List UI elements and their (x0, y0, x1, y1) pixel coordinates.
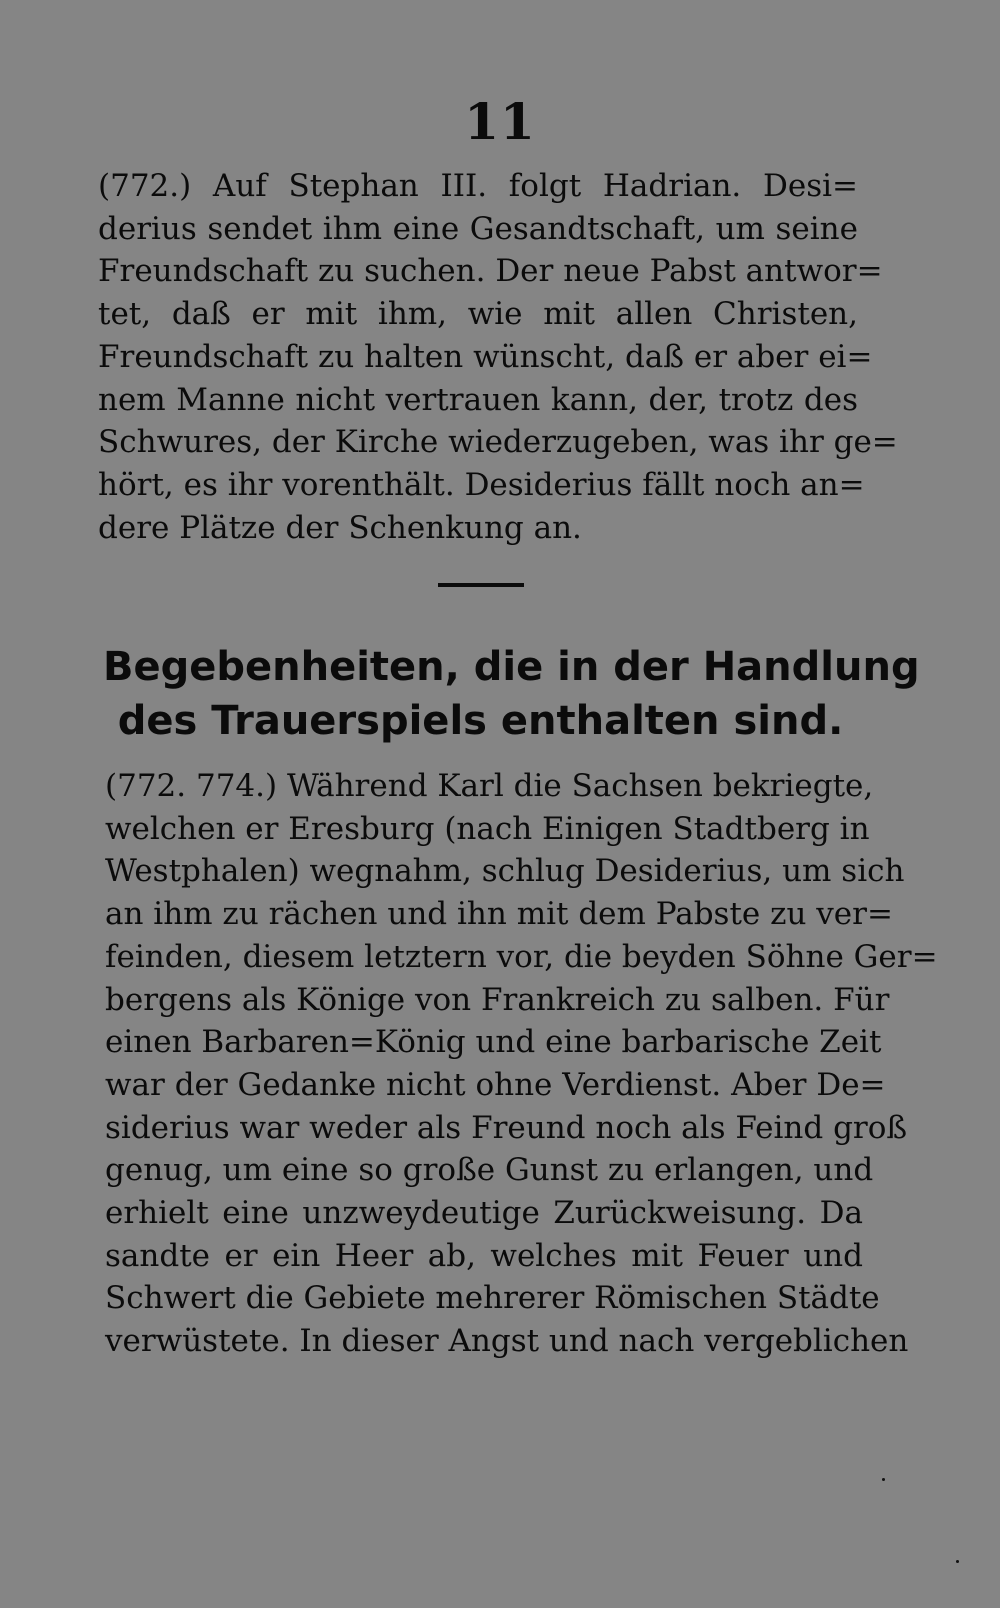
text-line: Schwert die Gebiete mehrerer Römischen Städte (105, 1280, 880, 1317)
scan-speck (882, 1478, 885, 1481)
text-line: an ihm zu rächen und ihn mit dem Pabste zu ver= (105, 896, 893, 933)
text-line: bergens als Könige von Frankreich zu salben. Für (105, 981, 890, 1018)
text-line: genug, um eine so große Gunst zu erlangen, und (105, 1152, 874, 1189)
section-heading (103, 640, 920, 748)
section-divider (438, 583, 524, 587)
text-line: derius sendet ihm eine Gesandtschaft, um seine (98, 210, 858, 247)
text-line: verwüstete. In dieser Angst und nach vergeblichen (105, 1323, 909, 1360)
text-line: welchen er Eresburg (nach Einigen Stadtberg in (105, 810, 870, 847)
text-line: Schwures, der Kirche wiederzugeben, was ihr ge= (98, 424, 898, 461)
heading-line: des Trauerspiels enthalten sind. (117, 698, 844, 744)
text-line: Westphalen) wegnahm, schlug Desiderius, um sich (105, 853, 905, 890)
text-line: erhielt eine unzweydeutige Zurückweisung. Da (105, 1195, 863, 1232)
text-line: (772.) Auf Stephan III. folgt Hadrian. Desi= (98, 168, 858, 204)
text-line: einen Barbaren=König und eine barbarische Zeit (105, 1024, 882, 1061)
text-line: nem Manne nicht vertrauen kann, der, trotz des (98, 381, 858, 418)
paragraph-intro (98, 165, 898, 549)
text-line: tet, daß er mit ihm, wie mit allen Christen, (98, 296, 858, 333)
scan-speck (956, 1560, 959, 1563)
heading-line: Begebenheiten, die in der Handlung (103, 644, 920, 690)
text-line: sandte er ein Heer ab, welches mit Feuer und (105, 1237, 863, 1274)
text-line: Freundschaft zu halten wünscht, daß er aber ei= (98, 338, 873, 375)
page-number: 11 (464, 92, 536, 151)
text-line: Freundschaft zu suchen. Der neue Pabst antwor= (98, 253, 883, 290)
text-line: (772. 774.) Während Karl die Sachsen bekriegte, (105, 768, 874, 804)
text-line: dere Plätze der Schenkung an. (98, 509, 582, 546)
paragraph-events (105, 765, 938, 1363)
text-line: hört, es ihr vorenthält. Desiderius fällt noch an= (98, 466, 865, 503)
text-line: siderius war weder als Freund noch als Feind groß (105, 1109, 908, 1146)
text-line: feinden, diesem letztern vor, die beyden Söhne Ger= (105, 938, 938, 975)
text-line: war der Gedanke nicht ohne Verdienst. Aber De= (105, 1066, 886, 1103)
